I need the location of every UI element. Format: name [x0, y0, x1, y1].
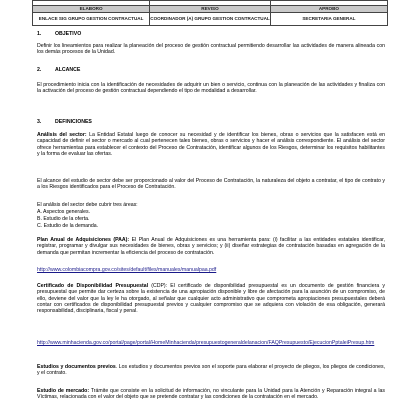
alcance-estudio-text: El alcance del estudio de sector debe ser proporcionado al valor del Proceso de Contratación, la naturaleza del objeto a contratar, el tipo de contrato y a los Riesgos identificados para el Proceso de Contratación. [37, 178, 385, 191]
header-elaboro: ELABORO [33, 6, 150, 13]
definition-text: (CDP): El certificado de disponibilidad presupuestal es un documento de gestión financiera y presupuestal que permite dar certeza sobre la existencia de una apropiación disponible y libre de afectación para la asunción de un compromiso, de ello, deviene del valor que la ley le ha otorgado, al señalar que cualquier acto administrativo que comprometa apropiaciones presupuestales deberá contar con certificados de disponibilidad presupuestal previos y cualquier compromiso que se adquiera con violación de esa obligación, generará responsabilidad, disciplinaria, fiscal y penal. [37, 283, 385, 315]
cdp-link-line [37, 340, 385, 346]
definition-text: La Entidad Estatal luego de conocer su necesidad y de identificar los bienes, obras o servicios que la satisfacen está en capacidad de definir el sector o mercado al cual pertenecen tales bienes, obras o servicios y hacer el análisis correspondiente. El análisis del sector ofrece herramientas para establecer el contexto del Proceso de Contratación, identificar algunos de los Riesgos, determinar los requisitos habilitantes y la forma de evaluar las ofertas. [37, 132, 386, 157]
paa-link-line [37, 267, 385, 273]
definition-cdp [37, 283, 385, 314]
header-aprobo: APROBO [270, 6, 387, 13]
cdp-link[interactable]: http://www.minhacienda.gov.co/portal/page/portal/HomeMinhacienda/presupuestogeneraldelanacion/FAQPresupuesto/EjecucionPptaleiPresup.htm [37, 340, 375, 346]
section-number: 3. [37, 119, 42, 125]
section-title: OBJETIVO [55, 31, 82, 37]
area-item: B. Estudio de la oferta. [37, 216, 90, 222]
areas-intro: El análisis del sector debe cubrir tres áreas: [37, 202, 138, 208]
definition-term: Estudio de mercado: [37, 388, 90, 394]
area-item: C. Estudio de la demanda. [37, 223, 99, 229]
definition-analisis-sector [37, 132, 385, 157]
header-elaboro-role: ENLACE SIG GRUPO GESTION CONTRACTUAL [33, 13, 150, 26]
section-heading-objetivo [37, 31, 385, 37]
section-title: DEFINICIONES [55, 119, 92, 125]
approval-header-table [32, 0, 388, 26]
area-item: A. Aspectos generales. [37, 209, 91, 215]
header-aprobo-role: SECRETARIA GENERAL [270, 13, 387, 26]
definition-term: Plan Anual de Adquisiciones (PAA): [37, 237, 130, 243]
definition-text: . Los estudios y documentos previos son el soporte para elaborar el proyecto de pliegos, los pliegos de condiciones, y el contrato. [37, 364, 386, 377]
definition-term: Estudios y documentos previos [37, 364, 116, 370]
definition-estudio-mercado [37, 388, 385, 401]
definition-term: Certificado de Disponibilidad Presupuestal [37, 283, 149, 289]
definition-text: Trámite que consiste en la solicitud de información, no vinculante para la Unidad para la Atención y Reparación integral a las Víctimas, relacionada con el valor del objeto que se pretende contratar y las condiciones de la contratación en el mercado. [37, 388, 385, 401]
definition-term: Análisis del sector: [37, 132, 87, 138]
definition-paa [37, 237, 385, 256]
section-heading-alcance [37, 67, 385, 73]
definition-text: El Plan Anual de Adquisiciones es una herramienta para: (i) facilitar a las entidades estatales identificar, registrar, programar y divulgar sus necesidades de bienes, obras y servicios; y (ii) diseñar estrategias de contratación basadas en agregación de la demanda que permitan incrementar la eficiencia del proceso de contratación. [37, 237, 385, 256]
section-title: ALCANCE [55, 67, 81, 73]
objetivo-text: Definir los lineamientos para realizar la planeación del proceso de gestión contractual permitiendo desarrollar las actividades de manera alineada con los demás procesos de la Unidad. [37, 43, 385, 56]
header-reviso: REVISO [150, 6, 271, 13]
alcance-text: El procedimiento inicia con la identificación de necesidades de adquirir un bien o servicio, continua con la planeación de las actividades y finaliza con la activación del proceso de gestión contractual dependiendo el tipo de modalidad a desarrollar. [37, 82, 385, 95]
paa-link[interactable]: http://www.colombiacompra.gov.co/sites/default/files/manuales/manualpaa.pdf [37, 267, 217, 273]
section-number: 1. [37, 31, 42, 37]
definition-estudios-previos [37, 364, 385, 377]
section-heading-definiciones [37, 119, 385, 125]
header-reviso-role: COORDINADOR (A) GRUPO GESTION CONTRACTUAL [150, 13, 271, 26]
section-number: 2. [37, 67, 42, 73]
